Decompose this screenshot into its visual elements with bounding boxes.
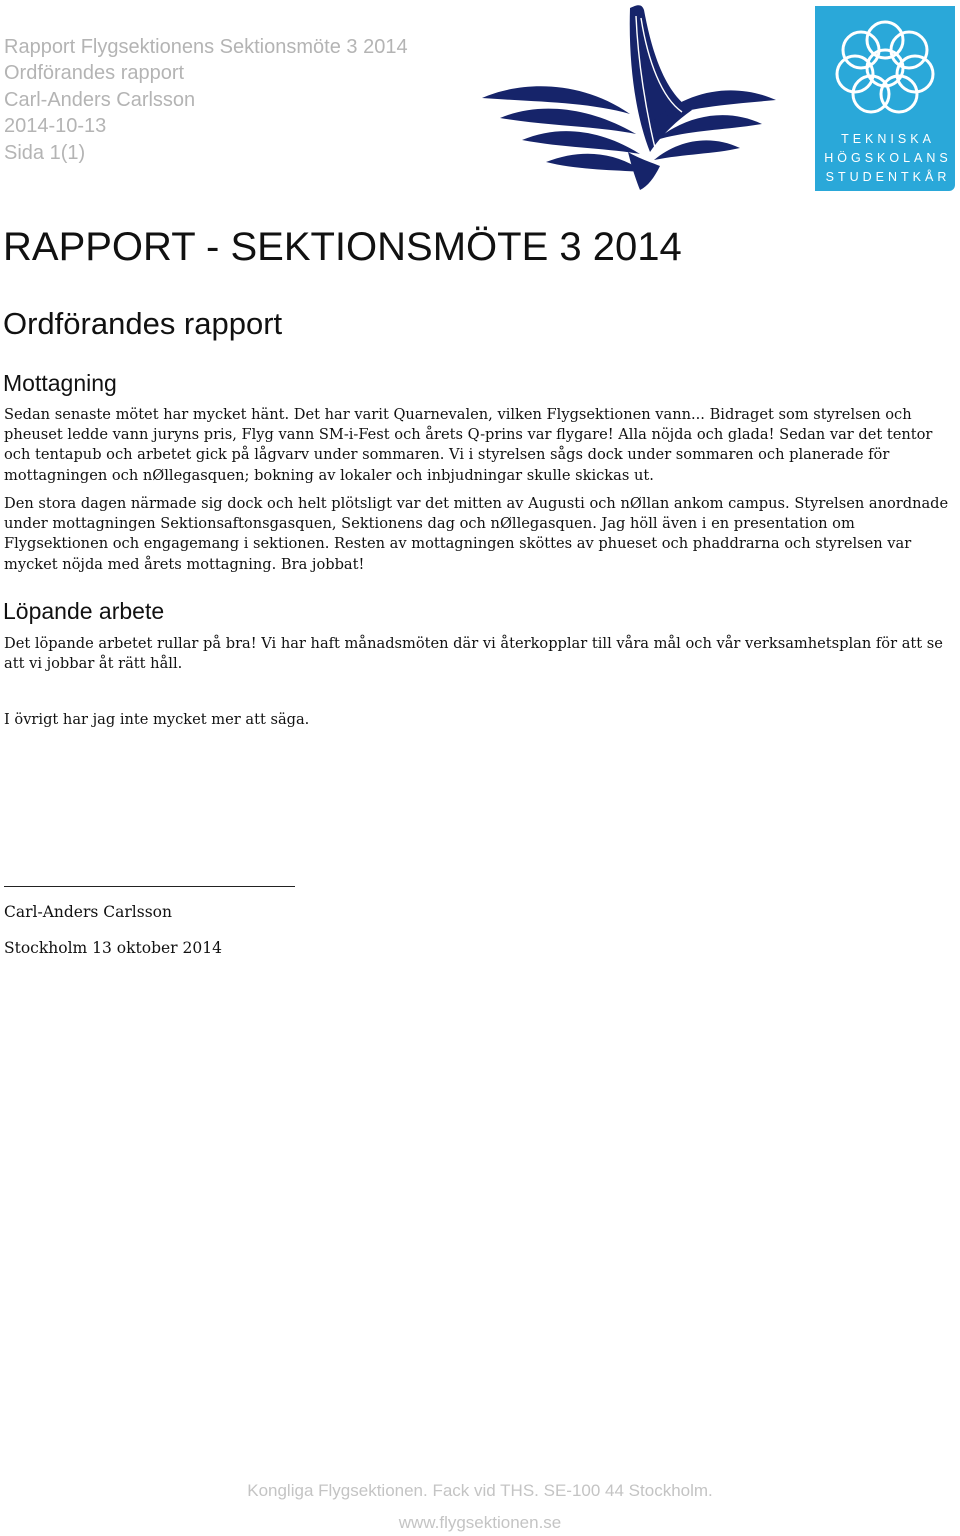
ths-line-2: HÖGSKOLANS [824, 151, 952, 165]
header-line-date: 2014-10-13 [4, 115, 107, 138]
section-heading-mottagning: Mottagning [3, 370, 117, 396]
closing-remark: I övrigt har jag inte mycket mer att säga. [4, 711, 310, 728]
mottagning-paragraph-1: Sedan senaste mötet har mycket hänt. Det har varit Quarnevalen, vilken Flygsektionen vann... Bidraget som styrelsen och pheuset ledde vann juryns pris, Flyg vann SM-i-Fest och årets Q-prins var flygare! Alla nöjda och glada! Sedan var det tentor och tentapub och arbetet gick på lågvarv under sommaren. Vi i styrelsen sågs dock under sommaren och planerade för mottagningen och nØllegasquen; bokning av lokaler och inbjudningar skulle skickas ut. [4, 406, 933, 484]
signature-place-date: Stockholm 13 oktober 2014 [4, 939, 222, 957]
section-heading-lopande-arbete: Löpande arbete [3, 598, 165, 624]
ths-logo [815, 6, 955, 191]
report-subtitle: Ordförandes rapport [3, 306, 283, 341]
header-line-title: Rapport Flygsektionens Sektionsmöte 3 2014 [4, 36, 408, 58]
mottagning-paragraph-2: Den stora dagen närmade sig dock och helt plötsligt var det mitten av Augusti och nØllan ankom campus. Styrelsen anordnade under mottagningen Sektionsaftonsgasquen, Sektionens dag och nØllegasquen. Jag höll även i en presentation om Flygsektionen och engagemang i sektionen. Resten av mottagningen sköttes av phueset och phaddrarna och styrelsen var mycket nöjda med årets mottagning. Bra jobbat! [4, 495, 949, 573]
header-line-report: Ordförandes rapport [4, 62, 185, 85]
footer-website[interactable]: www.flygsektionen.se [398, 1513, 562, 1532]
ths-rings-icon [815, 6, 955, 126]
signature-name: Carl-Anders Carlsson [4, 903, 172, 921]
ths-logo-text [815, 130, 955, 187]
flygsektionen-wing-logo-icon [478, 2, 780, 192]
ths-line-1: TEKNISKA [841, 132, 935, 146]
ths-line-3: STUDENTKÅR [825, 170, 951, 184]
footer-address: Kongliga Flygsektionen. Fack vid THS. SE-100 44 Stockholm. [247, 1481, 713, 1500]
lopande-arbete-paragraph: Det löpande arbetet rullar på bra! Vi har haft månadsmöten där vi återkopplar till våra mål och vår verksamhetsplan för att se att vi jobbar åt rätt håll. [4, 635, 943, 673]
header-line-page: Sida 1(1) [4, 141, 86, 164]
document-header [4, 34, 408, 166]
header-line-author: Carl-Anders Carlsson [4, 88, 196, 111]
page-title: RAPPORT - SEKTIONSMÖTE 3 2014 [3, 225, 682, 269]
signature-line [4, 886, 295, 887]
